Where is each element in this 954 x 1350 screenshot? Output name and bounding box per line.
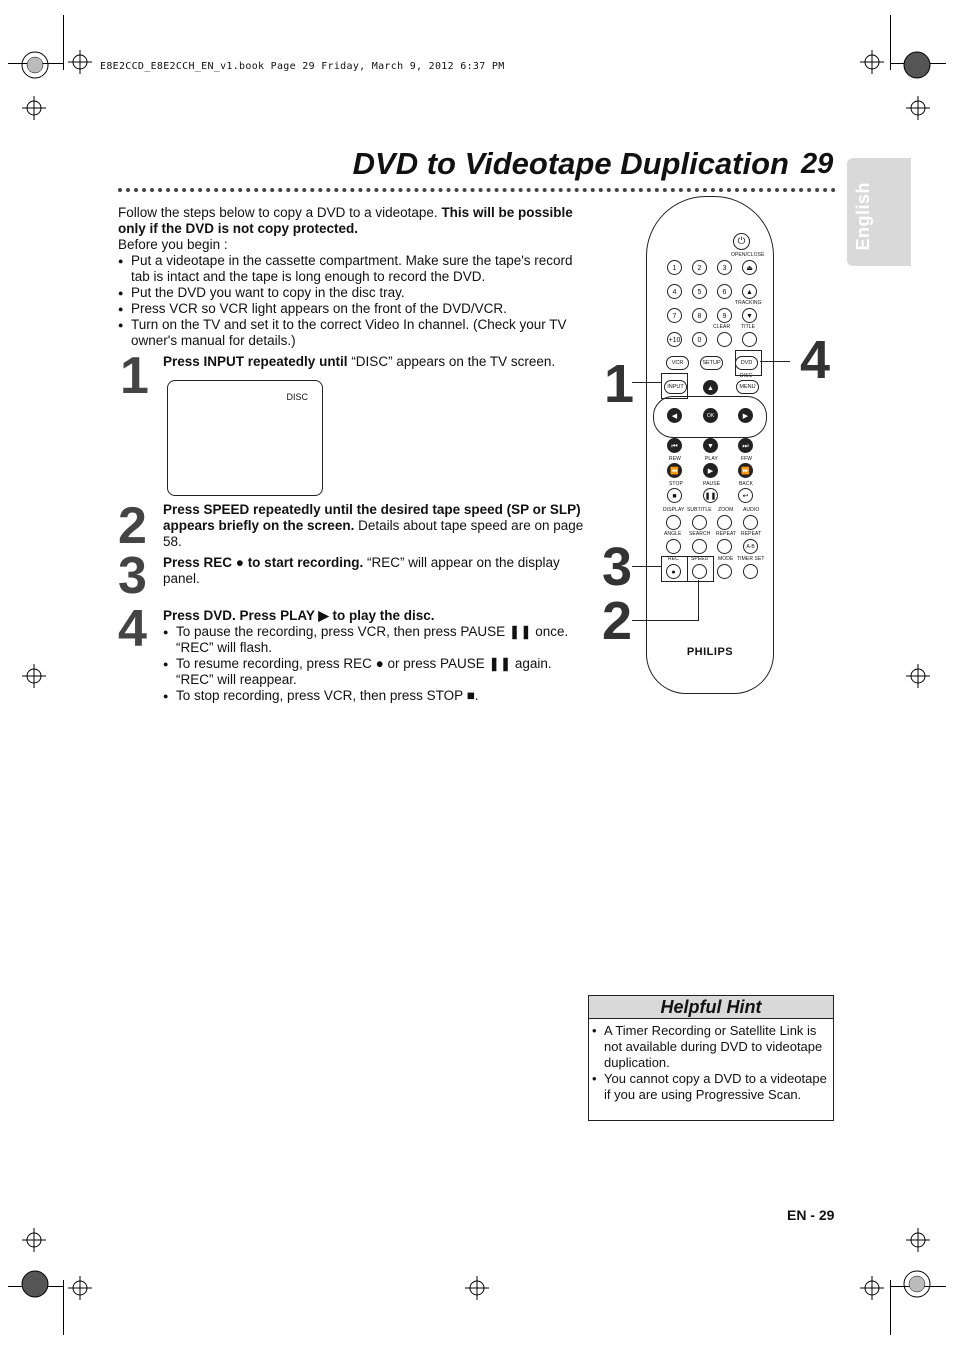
callout-number: 2	[602, 591, 633, 651]
zoom-label: ZOOM	[718, 507, 734, 513]
registration-mark-icon	[900, 1267, 934, 1301]
speed-highlight	[687, 556, 714, 582]
audio-button[interactable]	[743, 515, 758, 530]
list-item: ● To pause the recording, press VCR, then press PAUSE ❚❚ once. “REC” will flash.	[163, 624, 588, 656]
step-rest: Details about tape speed are on page 58.	[163, 518, 584, 549]
callout-number: 3	[602, 537, 633, 597]
zoom-button[interactable]	[717, 515, 732, 530]
open-close-label: OPEN/CLOSE	[731, 252, 765, 258]
tracking-down-button[interactable]: ▼	[742, 308, 757, 323]
tracking-up-button[interactable]: ▲	[742, 284, 757, 299]
angle-button[interactable]	[666, 539, 681, 554]
crosshair-icon	[906, 664, 930, 688]
callout-line	[760, 361, 790, 362]
callout-line	[698, 580, 699, 620]
brand-logo: PHILIPS	[686, 646, 734, 658]
menu-button[interactable]: MENU	[736, 380, 759, 394]
pause-button[interactable]: ❚❚	[703, 488, 718, 503]
num-2-button[interactable]: 2	[692, 260, 707, 275]
skip-back-button[interactable]: ⏮	[667, 438, 682, 453]
repeat-button[interactable]	[717, 539, 732, 554]
play-label: PLAY	[705, 456, 718, 462]
ffw-button[interactable]: ⏩	[738, 463, 753, 478]
back-label: BACK	[739, 481, 754, 487]
step-rest: “DISC” appears on the TV screen.	[347, 354, 556, 369]
num-6-button[interactable]: 6	[717, 284, 732, 299]
dvd-highlight	[735, 350, 762, 376]
play-button[interactable]: ▶	[703, 463, 718, 478]
left-button[interactable]: ◀	[667, 408, 682, 423]
num-9-button[interactable]: 9	[717, 308, 732, 323]
mode-label: MODE	[718, 556, 734, 562]
registration-mark-icon	[18, 48, 52, 82]
registration-mark-icon	[900, 48, 934, 82]
title-button[interactable]	[742, 332, 757, 347]
rec-label: REC	[668, 556, 679, 562]
ffw-label: FFW	[741, 456, 753, 462]
language-tab-label: English	[853, 182, 873, 251]
step-number: 3	[118, 547, 147, 605]
step-4-list	[163, 624, 588, 704]
hint-title: Helpful Hint	[589, 996, 833, 1019]
helpful-hint-box	[588, 995, 834, 1121]
right-button[interactable]: ▶	[738, 408, 753, 423]
crosshair-icon	[22, 1228, 46, 1252]
step-3-text	[163, 555, 583, 587]
list-item: ● Press VCR so VCR light appears on the front of the DVD/VCR.	[118, 301, 588, 317]
mode-button[interactable]	[717, 564, 732, 579]
step-number: 4	[118, 600, 147, 658]
crosshair-icon	[68, 1276, 92, 1300]
intro-bold: This will be possible only if the DVD is not copy protected.	[118, 205, 573, 236]
search-label: SEARCH	[689, 531, 711, 537]
callout-number: 4	[800, 330, 831, 390]
language-tab	[847, 158, 911, 266]
stop-label: STOP	[669, 481, 683, 487]
intro-text: Follow the steps below to copy a DVD to a videotape.	[118, 205, 442, 220]
prep-list	[118, 253, 588, 349]
callout-line	[632, 382, 662, 383]
registration-mark-icon	[18, 1267, 52, 1301]
list-item: ● To resume recording, press REC ● or press PAUSE ❚❚ again. “REC” will reappear.	[163, 656, 588, 688]
crosshair-icon	[68, 50, 92, 74]
list-item: ● Turn on the TV and set it to the correct Video In channel. (Check your TV owner's manual for details.)	[118, 317, 588, 349]
input-highlight	[661, 373, 688, 399]
crosshair-icon	[22, 664, 46, 688]
step-rest: “REC” will appear on the display panel.	[163, 555, 560, 586]
vcr-button[interactable]: VCR	[666, 356, 689, 370]
tv-screen-text: DISC	[286, 392, 308, 402]
power-button[interactable]: ⏻	[733, 233, 750, 250]
step-2-text	[163, 502, 585, 550]
list-item: ● Put a videotape in the cassette compartment. Make sure the tape's record tab is intact and the tape is long enough to record the DVD.	[118, 253, 588, 285]
display-button[interactable]	[666, 515, 681, 530]
num-0-button[interactable]: 0	[692, 332, 707, 347]
step-bold: Press REC ● to start recording.	[163, 555, 364, 570]
crosshair-icon	[906, 1228, 930, 1252]
footer-page-number: EN - 29	[787, 1207, 835, 1223]
callout-line	[632, 566, 662, 567]
page-number: 29	[801, 148, 834, 180]
skip-forward-button[interactable]: ⏭	[738, 438, 753, 453]
rew-button[interactable]: ⏪	[667, 463, 682, 478]
timer-set-button[interactable]	[743, 564, 758, 579]
clear-button[interactable]	[717, 332, 732, 347]
stop-button[interactable]: ■	[667, 488, 682, 503]
step-bold: Press SPEED repeatedly until the desired tape speed (SP or SLP) appears briefly on the screen.	[163, 502, 581, 533]
step-1-text	[163, 354, 583, 370]
num-4-button[interactable]: 4	[667, 284, 682, 299]
speed-label: SPEED	[691, 556, 709, 562]
crosshair-icon	[860, 50, 884, 74]
pause-label: PAUSE	[703, 481, 721, 487]
crosshair-icon	[465, 1276, 489, 1300]
step-4-text	[163, 608, 588, 704]
page-title: DVD to Videotape Duplication	[352, 146, 789, 181]
hint-list	[589, 1023, 833, 1103]
crosshair-icon	[860, 1276, 884, 1300]
clear-label: CLEAR	[713, 324, 731, 330]
display-label: DISPLAY	[663, 507, 685, 513]
step-number: 1	[120, 347, 149, 405]
repeat-ab-label: REPEAT	[741, 531, 762, 537]
rec-highlight	[661, 556, 688, 582]
title-label: TITLE	[741, 324, 756, 330]
eject-button[interactable]: ⏏	[742, 260, 757, 275]
num-8-button[interactable]: 8	[692, 308, 707, 323]
repeat-label: REPEAT	[716, 531, 737, 537]
file-info: E8E2CCD_E8E2CCH_EN_v1.book Page 29 Friday, March 9, 2012 6:37 PM	[100, 61, 505, 72]
subtitle-label: SUBTITLE	[687, 507, 712, 513]
crosshair-icon	[22, 96, 46, 120]
dotted-rule	[118, 188, 836, 192]
before-label: Before you begin :	[118, 237, 228, 252]
intro	[118, 205, 588, 349]
repeat-ab-button[interactable]: A-B	[743, 539, 758, 554]
ok-button[interactable]: OK	[703, 408, 718, 423]
list-item: • You cannot copy a DVD to a videotape if you are using Progressive Scan.	[589, 1071, 827, 1103]
timer-set-label: TIMER SET	[737, 556, 765, 562]
tv-screen	[167, 380, 323, 496]
crosshair-icon	[906, 96, 930, 120]
angle-label: ANGLE	[664, 531, 682, 537]
callout-line	[632, 620, 699, 621]
rec-button[interactable]: ●	[666, 564, 681, 579]
plus10-button[interactable]: +10	[667, 332, 682, 347]
num-1-button[interactable]: 1	[667, 260, 682, 275]
num-3-button[interactable]: 3	[717, 260, 732, 275]
input-button[interactable]: INPUT	[664, 380, 687, 394]
down-button[interactable]: ▼	[703, 438, 718, 453]
step-bold: Press DVD. Press PLAY ▶ to play the disc.	[163, 608, 435, 623]
tracking-label: TRACKING	[735, 300, 762, 306]
callout-number: 1	[604, 354, 635, 414]
list-item: • A Timer Recording or Satellite Link is not available during DVD to videotape duplication.	[589, 1023, 827, 1071]
list-item: ● Put the DVD you want to copy in the disc tray.	[118, 285, 588, 301]
up-button[interactable]: ▲	[703, 380, 718, 395]
num-7-button[interactable]: 7	[667, 308, 682, 323]
dvd-button[interactable]: DVD	[735, 356, 758, 370]
back-button[interactable]: ↩	[738, 488, 753, 503]
num-5-button[interactable]: 5	[692, 284, 707, 299]
subtitle-button[interactable]	[692, 515, 707, 530]
search-button[interactable]	[692, 539, 707, 554]
disc-label: DISC	[740, 373, 753, 379]
step-number: 2	[118, 497, 147, 555]
list-item: ● To stop recording, press VCR, then press STOP ■.	[163, 688, 588, 704]
audio-label: AUDIO	[743, 507, 760, 513]
setup-button[interactable]: SETUP	[700, 356, 723, 370]
rew-label: REW	[669, 456, 681, 462]
step-bold: Press INPUT repeatedly until	[163, 354, 348, 369]
